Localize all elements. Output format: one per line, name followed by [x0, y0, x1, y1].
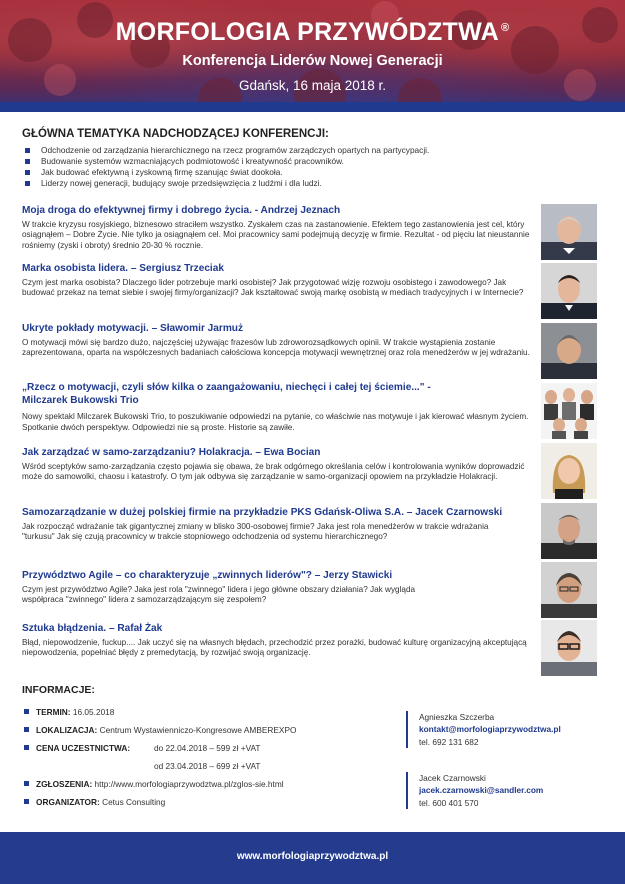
talk-item [22, 623, 534, 659]
info-price: CENA UCZESTNICTWA: do 22.04.2018 – 599 zł +VAT [24, 742, 384, 760]
speaker-photo-jarmuz [541, 323, 597, 379]
speaker-photo-trio [541, 383, 597, 439]
talk-title: Przywództwo Agile – co charakteryzuje „zwinnych liderów"? – Jerzy Stawicki [22, 570, 393, 581]
speaker-photo-trzeciak [541, 263, 597, 319]
main-content [20, 128, 610, 189]
speaker-photo-jeznach [541, 204, 597, 260]
talk-title: Ukryte pokłady motywacji. – Sławomir Jarmuż [22, 323, 244, 334]
info-location: LOKALIZACJA: Centrum Wystawienniczo-Kongresowe AMBEREXPO [24, 724, 384, 742]
talk-item [22, 382, 452, 407]
contact-phone: tel. 692 131 682 [419, 736, 479, 747]
topics-list [24, 145, 610, 189]
talk-description: Czym jest marka osobista? Dlaczego lider potrzebuje marki osobistej? Jak przygotować wizję rozwoju osobistego i zawodowego? Jak budować przekaz na temat siebie i swojej firmy/organizacji? Jak kształtować swoją markę osobistą w mediach tradycyjnych i w Internecie? [22, 277, 524, 298]
signup-link[interactable]: http://www.morfologiaprzywodztwa.pl/zglos-sie.html [94, 779, 284, 789]
contact-name: Agnieszka Szczerba [419, 712, 495, 722]
talk-item [22, 205, 534, 252]
talk-item-description-wrap [22, 410, 534, 434]
bullet-icon [25, 170, 30, 175]
bullet-icon [24, 709, 29, 714]
footer-website-link[interactable]: www.morfologiaprzywodztwa.pl [236, 851, 389, 862]
contact-name: Jacek Czarnowski [419, 773, 486, 783]
header-stripe [0, 102, 625, 112]
talk-title: Jak zarządzać w samo-zarządzaniu? Holakracja. – Ewa Bocian [22, 447, 321, 458]
topic-item: Liderzy nowej generacji, budujący swoje przedsięwzięcia z ludźmi i dla ludzi. [24, 178, 610, 189]
bullet-icon [24, 781, 29, 786]
conference-date: Gdańsk, 16 maja 2018 r. [238, 78, 387, 93]
topic-item: Budowanie systemów wzmacniających podmiotowość i kreatywność pracowników. [24, 156, 610, 167]
talk-item [22, 570, 534, 606]
talk-title: Marka osobista lidera. – Sergiusz Trzeciak [22, 263, 224, 274]
talk-description: W trakcie kryzysu rosyjskiego, biznesowo straciłem wszystko. Zyskałem czas na zastanowienie. Efektem tego zastanowienia jest cel, który osiągnąłem – Dobre Życie. Nie tylko ja osiągnąłem cel. Moi pracownicy sami podejmują decyzję w firmie. Rezultat - od pięciu lat nieustannie rośniemy (zyski i obroty) średnio 20-30 % rocznie. [22, 219, 530, 251]
talk-description: Wśród sceptyków samo-zarządzania często pojawia się obawa, że brak odgórnego określania celów i kontrolowania wyników doprowadzić może do samowolki, chaosu i katastrofy. O tym jak odbywa się zarządzanie w samo-organizacji opowiem na przykładzie Holakracji. [22, 461, 525, 482]
speaker-photo-zak [541, 620, 597, 676]
talk-title: Sztuka błądzenia. – Rafał Żak [22, 623, 163, 634]
talk-title: „Rzecz o motywacji, czyli słów kilka o zaangażowaniu, niechęci i całej tej ściemie..." - Milczarek Bukowski Trio [22, 382, 431, 406]
contact-email-link[interactable]: jacek.czarnowski@sandler.com [419, 785, 544, 796]
bullet-icon [24, 745, 29, 750]
contact-phone: tel. 600 401 570 [419, 797, 479, 808]
info-term: TERMIN: 16.05.2018 [24, 706, 384, 724]
conference-subtitle: Konferencja Liderów Nowej Generacji [182, 53, 443, 69]
bullet-icon [25, 148, 30, 153]
talk-title: Moja droga do efektywnej firmy i dobrego życia. - Andrzej Jeznach [22, 205, 341, 216]
bullet-icon [25, 159, 30, 164]
talk-description: O motywacji mówi się bardzo dużo, najczęściej używając frazesów lub zdroworozsądkowych opinii. W trakcie wystąpienia zostanie zaprezentowana, oparta na współczesnych badaniach całościowa koncepcja motywacji wewnętrznej oraz rola menedżerów w jej wdrażaniu. [22, 337, 530, 358]
bullet-icon [24, 799, 29, 804]
info-price-second: od 23.04.2018 – 699 zł +VAT [154, 761, 261, 771]
bullet-icon [25, 181, 30, 186]
talk-item [22, 323, 534, 359]
contact-email-link[interactable]: kontakt@morfologiaprzywodztwa.pl [419, 724, 561, 735]
talk-item [22, 447, 534, 483]
info-organizer: ORGANIZATOR: Cetus Consulting [24, 796, 384, 814]
bullet-icon [24, 727, 29, 732]
talk-title: Samozarządzanie w dużej polskiej firmie na przykładzie PKS Gdańsk-Oliwa S.A. – Jacek Czarnowski [22, 507, 503, 518]
talk-description: Czym jest przywództwo Agile? Jaka jest rola "zwinnego" lidera i jego główne obszary działania? Jak wygląda współpraca "zwinnego" lidera z samozarządzającym się zespołem? [22, 584, 416, 605]
speaker-photo-stawicki [541, 562, 597, 618]
contact-card [406, 711, 616, 748]
talk-description: Jak rozpocząć wdrażanie tak gigantycznej zmiany w blisko 300-osobowej firmie? Jaka jest rola menedżerów w trakcie wdrażania "turkusu" Jak się czują pracownicy w trakcie stopniowego odchodzenia od systemu hierarchicznego? [22, 521, 489, 542]
topic-item: Odchodzenie od zarządzania hierarchicznego na rzecz programów zarządczych opartych na partycypacji. [24, 145, 610, 156]
talk-description: Nowy spektakl Milczarek Bukowski Trio, to poszukiwanie odpowiedzi na pytanie, co właściwie nas motywuje i jak kierować własnym życiem. Spotkanie dwóch perspektyw. Odpowiedzi nie są proste. Historie są zawiłe. [22, 412, 529, 432]
info-signup: ZGŁOSZENIA: http://www.morfologiaprzywodztwa.pl/zglos-sie.html [24, 778, 384, 796]
info-list [24, 706, 384, 814]
topic-item: Jak budować efektywną i zyskowną firmę szanując świat dookoła. [24, 167, 610, 178]
speaker-photo-czarnowski [541, 503, 597, 559]
talk-item [22, 507, 534, 543]
talk-description: Błąd, niepowodzenie, fuckup.... Jak uczyć się na własnych błędach, przechodzić przez porażki, budować kulturę organizacyjną akceptującą niepowodzenia, popełniać błędy z premedytacją, by rozwijać swoją organizację. [22, 637, 527, 658]
conference-title: MORFOLOGIA PRZYWÓDZTWA ® [115, 18, 510, 46]
topics-heading: GŁÓWNA TEMATYKA NADCHODZĄCEJ KONFERENCJI: [22, 128, 329, 140]
header-banner [0, 0, 625, 112]
contact-card [406, 772, 616, 809]
talk-item [22, 263, 534, 299]
footer-bar [0, 832, 625, 884]
info-heading: INFORMACJE: [22, 684, 95, 696]
speaker-photo-bocian [541, 443, 597, 499]
